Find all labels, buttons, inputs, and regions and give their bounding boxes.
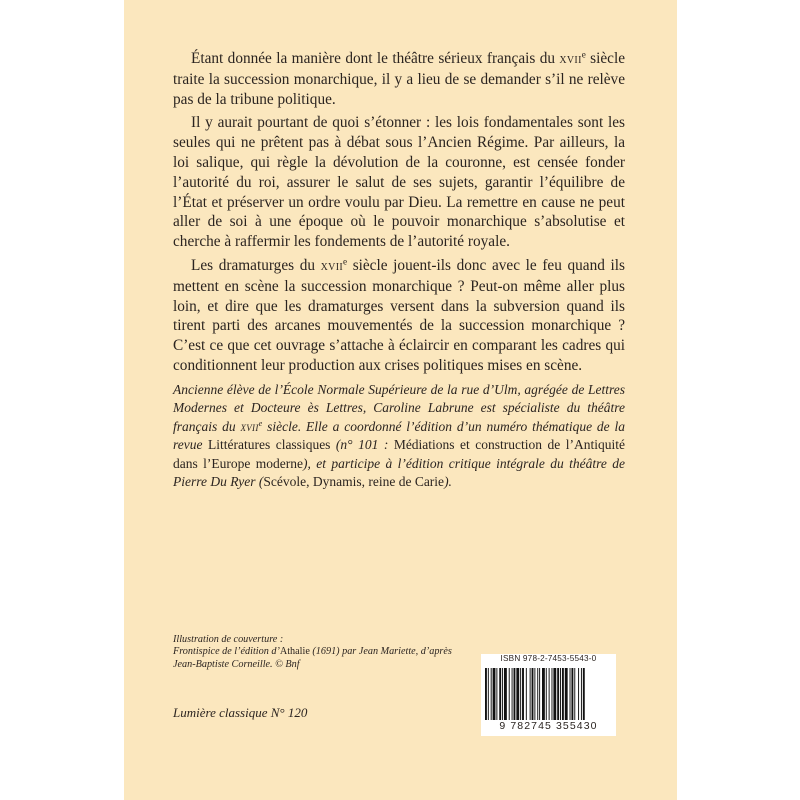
credits-line: Jean-Baptiste Corneille. © Bnf — [173, 658, 300, 670]
bio-text: ), et participe à l’édition critique intégrale du théâtre de Pierre Du Ryer ( — [173, 455, 625, 490]
bio-text: Ancienne élève de l’École Normale Supérieure de la rue d’Ulm, agrégée de Lettres Modernes et Docteure ès Lettres, Caroline Labrune est spécialiste du théâtre français du — [173, 382, 625, 434]
credits-line — [173, 646, 533, 658]
series-label: Lumière classique N° 120 — [173, 705, 308, 720]
century-numeral: xvii — [320, 257, 343, 274]
journal-title: Littératures classiques — [207, 437, 331, 453]
bio-text: ). — [444, 474, 452, 490]
play-titles: Scévole, Dynamis, reine de Carie — [263, 474, 445, 490]
century-superscript: e — [342, 256, 348, 267]
isbn-barcode — [481, 654, 616, 736]
blurb-paragraph-3 — [173, 256, 625, 376]
credits-text: Frontispice de l’édition d’ — [173, 646, 280, 658]
blurb-paragraph-2: Il y aurait pourtant de quoi s’étonner : les lois fondamentales sont les seules qui ne prêtent pas à débat sous l’Ancien Régime. Par ailleurs, la loi salique, qui règle la dévolution de la couronne, est censée fonder l’autorité du roi, assurer le salut de ses sujets, garantir l’équilibre de l’État et préserver un ordre voulu par Dieu. La remettre en cause ne peut aller de soi à une époque où le pouvoir monarchique s’absolutise et cherche à raffermir les fondements de l’autorité royale. — [173, 114, 625, 251]
issue-title: Médiations et construction de l’Antiquité dans l’Europe moderne — [173, 437, 625, 471]
blurb-paragraph-1 — [173, 49, 625, 109]
century-superscript: e — [258, 418, 263, 428]
bio-text: siècle. Elle a coordonné l’édition d’un numéro thématique de la revue — [173, 418, 625, 453]
credits-heading: Illustration de couverture : — [173, 634, 284, 645]
century-numeral: xvii — [240, 419, 259, 434]
back-cover-blurb — [173, 49, 625, 376]
credits-text: (1691) par Jean Mariette, d’après — [309, 646, 452, 658]
blurb-text: siècle jouent-ils donc avec le feu quand ils mettent en scène la succession monarchique ? Peut-on même aller plus loin, et dire que les dramaturges versent dans la subversion quand ils tirent parti des arcanes mouvementés de la succession monarchique ? C’est ce que cet ouvrage s’attache à éclaircir en comparant les cadres qui conditionnent leur production aux crises politiques mises en scène. — [173, 256, 625, 374]
bio-text: (n° 101 : — [330, 437, 394, 453]
barcode-digits: 9 782745 355430 — [499, 720, 598, 732]
barcode-bars — [483, 668, 614, 722]
century-superscript: e — [581, 49, 586, 60]
isbn-label: ISBN 978-2-7453-5543-0 — [500, 654, 597, 663]
blurb-text: Étant donnée la manière dont le théâtre sérieux français du — [191, 50, 560, 67]
blurb-text: siècle traite la succession monarchique, il y a lieu de se demander s’il ne relève pas de la tribune politique. — [173, 50, 625, 108]
artwork-title: Athalie — [279, 646, 310, 658]
cover-illustration-credits — [173, 634, 533, 671]
blurb-text: Les dramaturges du — [191, 256, 321, 274]
author-bio — [173, 381, 625, 491]
century-numeral: xvii — [559, 51, 582, 67]
